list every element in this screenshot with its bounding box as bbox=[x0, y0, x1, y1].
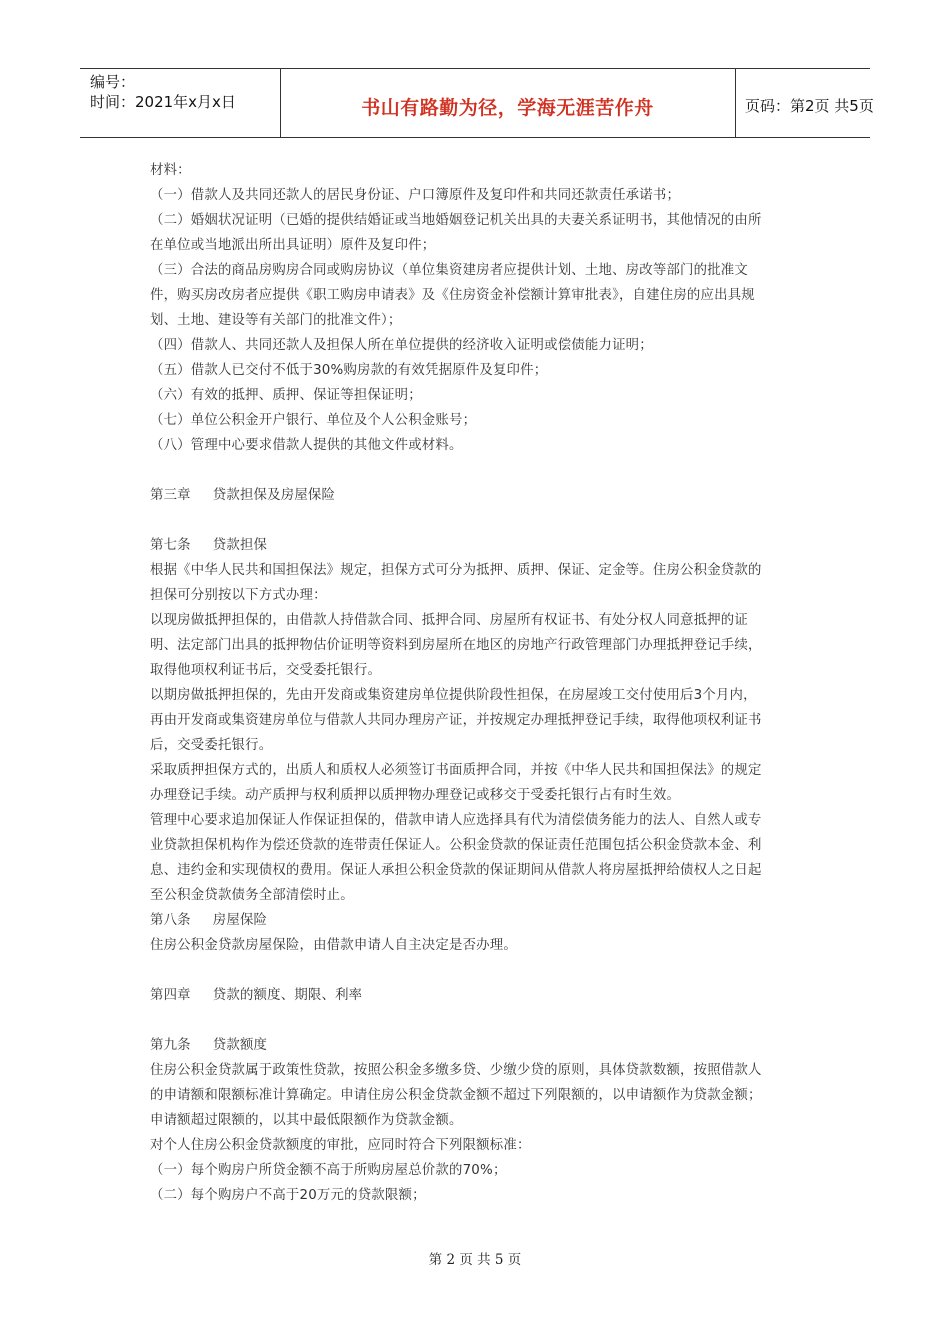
page-header bbox=[80, 68, 874, 138]
document-number-label: 编号： bbox=[90, 73, 136, 91]
article-7-para-5-line-1: 管理中心要求追加保证人作保证担保的，借款申请人应选择具有代为清偿债务能力的法人、自然人或专 bbox=[150, 813, 762, 828]
header-motto-cell bbox=[280, 69, 736, 137]
article-8-heading bbox=[150, 908, 800, 933]
header-page-code: 页码：第2页 共5页 bbox=[745, 97, 874, 115]
article-7-para-4-line-1: 采取质押担保方式的，出质人和质权人必须签订书面质押合同，并按《中华人民共和国担保法》的规定 bbox=[150, 763, 762, 778]
article-8-number: 第八条 bbox=[150, 913, 191, 928]
article-7-para-2-line-1: 以现房做抵押担保的，由借款人持借款合同、抵押合同、房屋所有权证书、有处分权人同意抵押的证 bbox=[150, 613, 748, 628]
header-left-cell bbox=[80, 69, 281, 137]
article-7-para-3-line-2: 再由开发商或集资建房单位与借款人共同办理房产证，并按规定办理抵押登记手续，取得他项权利证书 bbox=[150, 713, 762, 728]
article-9-title: 贷款额度 bbox=[212, 1038, 268, 1053]
article-9-number: 第九条 bbox=[150, 1038, 191, 1053]
materials-item-6: （六）有效的抵押、质押、保证等担保证明； bbox=[150, 388, 422, 403]
article-9-para-2: 对个人住房公积金贷款额度的审批，应同时符合下列限额标准： bbox=[150, 1138, 531, 1153]
chapter-4-heading bbox=[150, 983, 800, 1008]
article-9-para-1-line-3: 申请额超过限额的，以其中最低限额作为贷款金额。 bbox=[150, 1113, 463, 1128]
header-motto: 书山有路勤为径，学海无涯苦作舟 bbox=[361, 97, 654, 119]
materials-item-2-line-1: （二）婚姻状况证明（已婚的提供结婚证或当地婚姻登记机关出具的夫妻关系证明书，其他情况的由所 bbox=[150, 213, 762, 228]
chapter-3-title: 贷款担保及房屋保险 bbox=[212, 488, 336, 503]
materials-item-4: （四）借款人、共同还款人及担保人所在单位提供的经济收入证明或偿债能力证明； bbox=[150, 338, 653, 353]
page-footer: 第 2 页 共 5 页 bbox=[428, 1252, 522, 1268]
materials-item-3-line-1: （三）合法的商品房购房合同或购房协议（单位集资建房者应提供计划、土地、房改等部门的批准文 bbox=[150, 263, 748, 278]
article-7-para-2-line-2: 明、法定部门出具的抵押物估价证明等资料到房屋所在地区的房地产行政管理部门办理抵押登记手续， bbox=[150, 638, 762, 653]
article-7-para-3-line-3: 后，交受委托银行。 bbox=[150, 738, 273, 753]
article-7-para-5-line-2: 业贷款担保机构作为偿还贷款的连带责任保证人。公积金贷款的保证责任范围包括公积金贷款本金、利 bbox=[150, 838, 762, 853]
chapter-4-title: 贷款的额度、期限、利率 bbox=[212, 988, 363, 1003]
article-9-heading bbox=[150, 1033, 800, 1058]
article-8-title: 房屋保险 bbox=[212, 913, 268, 928]
article-7-para-1-line-2: 担保可分别按以下方式办理： bbox=[150, 588, 327, 603]
materials-item-3-line-3: 划、土地、建设等有关部门的批准文件）； bbox=[150, 313, 402, 328]
materials-item-5: （五）借款人已交付不低于30%购房款的有效凭据原件及复印件； bbox=[150, 363, 548, 378]
article-7-heading bbox=[150, 533, 800, 558]
header-page-cell bbox=[735, 69, 874, 137]
document-body bbox=[150, 158, 800, 1208]
materials-item-2-line-2: 在单位或当地派出所出具证明）原件及复印件； bbox=[150, 238, 436, 253]
article-9-para-1-line-1: 住房公积金贷款属于政策性贷款，按照公积金多缴多贷、少缴少贷的原则，具体贷款数额，按照借款人 bbox=[150, 1063, 762, 1078]
article-7-para-5-line-3: 息、违约金和实现债权的费用。保证人承担公积金贷款的保证期间从借款人将房屋抵押给债权人之日起 bbox=[150, 863, 762, 878]
article-7-para-1-line-1: 根据《中华人民共和国担保法》规定，担保方式可分为抵押、质押、保证、定金等。住房公积金贷款的 bbox=[150, 563, 762, 578]
chapter-3-heading bbox=[150, 483, 800, 508]
article-7-para-3-line-1: 以期房做抵押担保的，先由开发商或集资建房单位提供阶段性担保，在房屋竣工交付使用后3个月内， bbox=[150, 688, 757, 703]
materials-item-7: （七）单位公积金开户银行、单位及个人公积金账号； bbox=[150, 413, 477, 428]
materials-item-8: （八）管理中心要求借款人提供的其他文件或材料。 bbox=[150, 438, 463, 453]
article-7-para-4-line-2: 办理登记手续。动产质押与权利质押以质押物办理登记或移交于受委托银行占有时生效。 bbox=[150, 788, 681, 803]
article-9-para-1-line-2: 的申请额和限额标准计算确定。申请住房公积金贷款金额不超过下列限额的，以申请额作为贷款金额； bbox=[150, 1088, 762, 1103]
chapter-3-number: 第三章 bbox=[150, 488, 191, 503]
article-8-para-1: 住房公积金贷款房屋保险，由借款申请人自主决定是否办理。 bbox=[150, 938, 517, 953]
materials-item-1: （一）借款人及共同还款人的居民身份证、户口簿原件及复印件和共同还款责任承诺书； bbox=[150, 188, 681, 203]
article-9-limit-1: （一）每个购房户所贷金额不高于所购房屋总价款的70%； bbox=[150, 1163, 507, 1178]
article-9-limit-2: （二）每个购房户不高于20万元的贷款限额； bbox=[150, 1188, 426, 1203]
article-7-number: 第七条 bbox=[150, 538, 191, 553]
materials-title: 材料： bbox=[150, 163, 191, 178]
chapter-4-number: 第四章 bbox=[150, 988, 191, 1003]
article-7-para-5-line-4: 至公积金贷款债务全部清偿时止。 bbox=[150, 888, 354, 903]
article-7-para-2-line-3: 取得他项权利证书后，交受委托银行。 bbox=[150, 663, 382, 678]
document-date: 时间：2021年x月x日 bbox=[90, 93, 236, 111]
article-7-title: 贷款担保 bbox=[212, 538, 268, 553]
materials-item-3-line-2: 件，购买房改房者应提供《职工购房申请表》及《住房资金补偿额计算审批表》，自建住房的应出具规 bbox=[150, 288, 755, 303]
